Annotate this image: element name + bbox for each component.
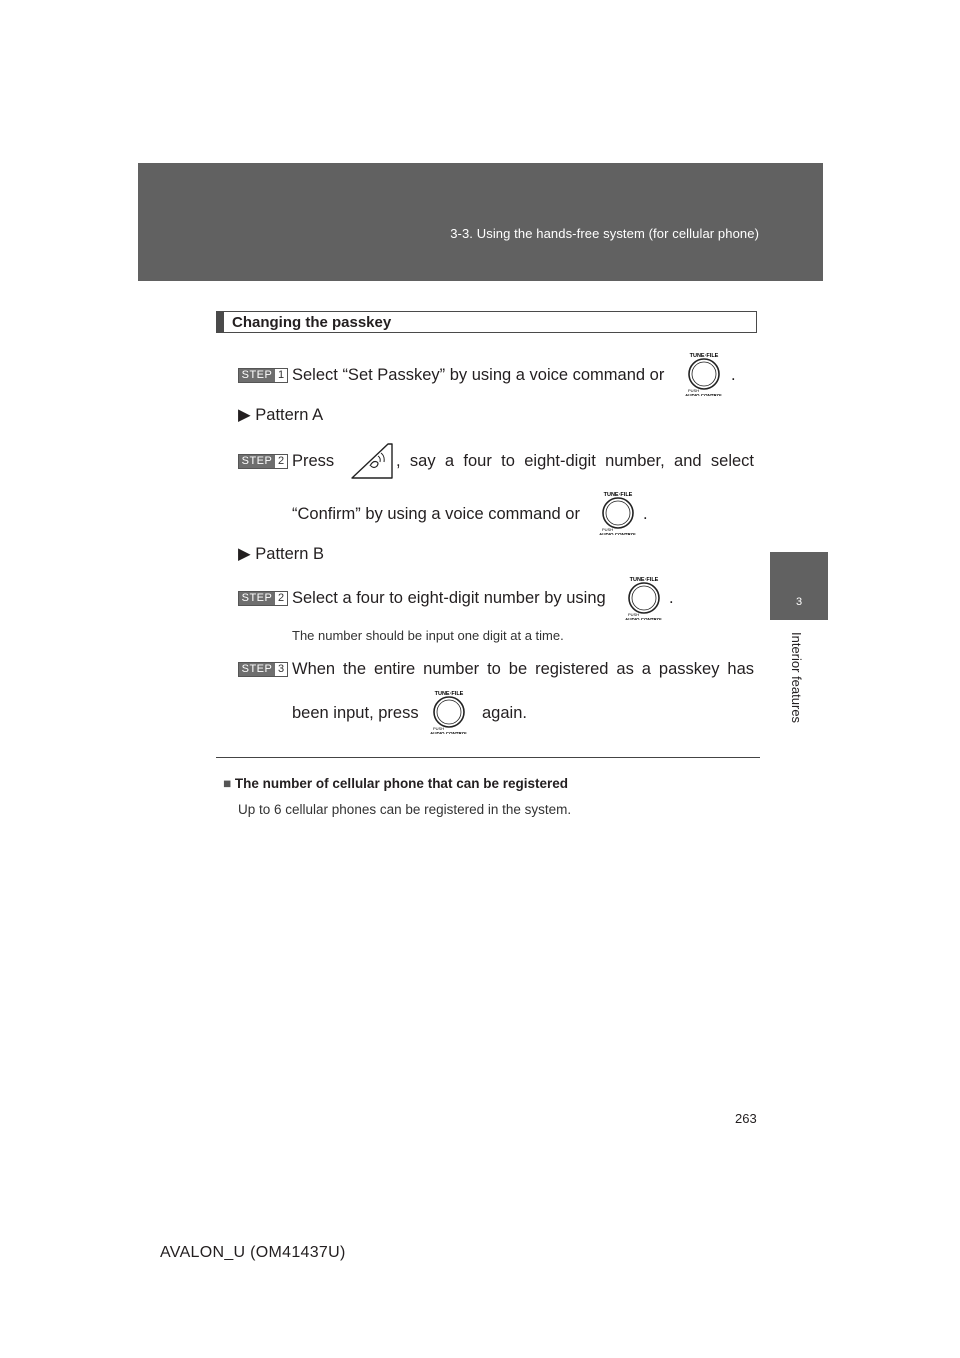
step-badge-word: STEP <box>239 455 275 468</box>
section-divider <box>216 757 760 758</box>
step-badge <box>238 454 288 469</box>
step2a-period: . <box>643 505 648 523</box>
svg-text:PUSH: PUSH <box>688 388 700 393</box>
step-badge <box>238 662 288 677</box>
step2b-text: Select a four to eight-digit number by using <box>292 589 606 607</box>
page-number: 263 <box>735 1111 757 1126</box>
step-badge-number: 2 <box>275 592 287 605</box>
info-body: Up to 6 cellular phones can be registered in the system. <box>238 802 572 817</box>
talk-switch-icon <box>348 442 396 480</box>
step2a-text-rest: , say a four to eight-digit number, and select <box>396 452 754 470</box>
step-badge <box>238 591 288 606</box>
section-heading <box>216 311 757 333</box>
step-badge-word: STEP <box>239 592 275 605</box>
svg-text:AUDIO CONTROL: AUDIO CONTROL <box>625 617 663 620</box>
manual-footer: AVALON_U (OM41437U) <box>160 1244 346 1261</box>
step-badge-number: 3 <box>275 663 287 676</box>
pattern-a-label: ▶ Pattern A <box>238 406 324 424</box>
step2b-period: . <box>669 589 674 607</box>
step-badge-word: STEP <box>239 663 275 676</box>
step2a-text-line2: “Confirm” by using a voice command or <box>292 505 580 523</box>
chapter-side-label-text: Interior features <box>789 632 804 724</box>
step1-text: Select “Set Passkey” by using a voice command or <box>292 366 665 384</box>
chapter-title: 3-3. Using the hands-free system (for cellular phone) <box>450 226 759 241</box>
svg-text:AUDIO CONTROL: AUDIO CONTROL <box>599 532 637 535</box>
chapter-number: 3 <box>795 596 803 608</box>
step2a-text-press: Press <box>292 452 335 470</box>
section-heading-bar <box>217 312 224 332</box>
step3-text-line2: been input, press <box>292 704 419 722</box>
svg-text:TUNE·FILE: TUNE·FILE <box>629 577 659 583</box>
chapter-side-label <box>788 632 804 742</box>
step3-text-line1: When the entire number to be registered as a passkey has <box>292 660 754 678</box>
tune-file-knob-icon <box>614 574 674 620</box>
step-badge-word: STEP <box>239 369 275 382</box>
tune-file-knob-icon <box>588 489 648 535</box>
step-badge-number: 1 <box>275 369 287 382</box>
svg-text:TUNE·FILE: TUNE·FILE <box>689 353 719 359</box>
svg-text:TUNE·FILE: TUNE·FILE <box>434 691 464 697</box>
svg-text:AUDIO CONTROL: AUDIO CONTROL <box>685 393 723 396</box>
svg-text:PUSH: PUSH <box>628 612 640 617</box>
step-badge-number: 2 <box>275 455 287 468</box>
svg-text:PUSH: PUSH <box>602 527 614 532</box>
header-band <box>138 163 823 281</box>
svg-text:AUDIO CONTROL: AUDIO CONTROL <box>430 731 468 734</box>
step1-period: . <box>731 366 736 384</box>
tune-file-knob-icon <box>419 688 479 734</box>
step-badge <box>238 368 288 383</box>
section-heading-text: Changing the passkey <box>232 314 392 331</box>
step3-again: again. <box>482 704 527 722</box>
info-heading-text: The number of cellular phone that can be registered <box>234 776 568 791</box>
info-heading <box>223 776 568 791</box>
pattern-b-label: ▶ Pattern B <box>238 545 325 563</box>
svg-text:PUSH: PUSH <box>433 726 445 731</box>
step2b-note: The number should be input one digit at a time. <box>292 628 564 643</box>
chapter-tab <box>770 552 828 620</box>
svg-text:TUNE·FILE: TUNE·FILE <box>603 492 633 498</box>
tune-file-knob-icon <box>674 350 734 396</box>
square-bullet-icon: ■ <box>223 776 232 791</box>
